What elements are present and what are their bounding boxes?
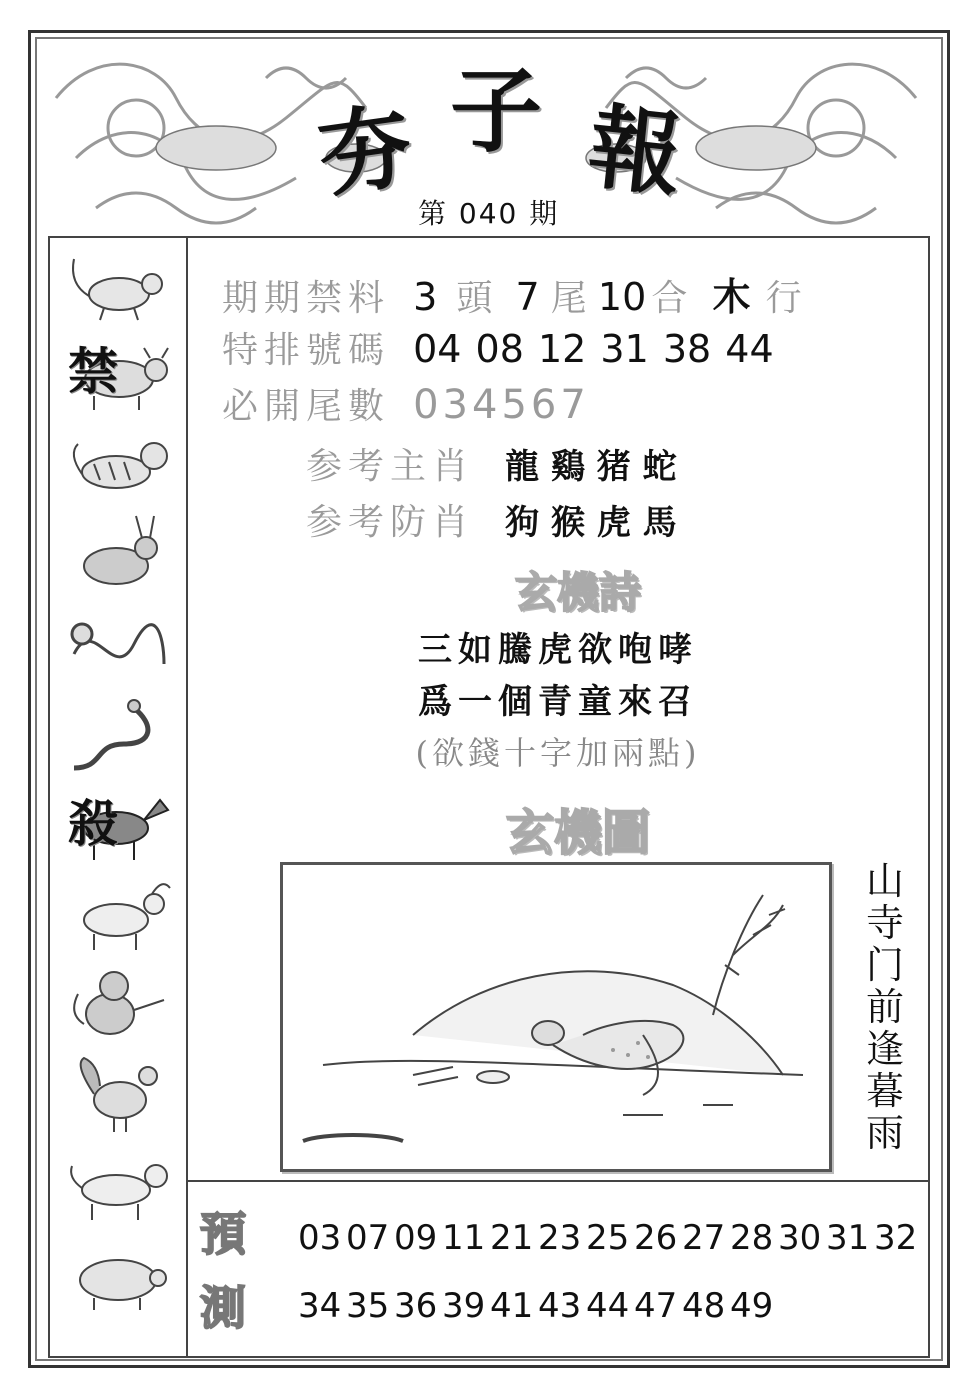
prediction-number: 03 [298, 1218, 342, 1258]
title-char-1: 夯 [311, 91, 419, 211]
forbidden-label: 期期禁料 [222, 278, 391, 319]
side-char: 寺 [865, 901, 904, 945]
prediction-number: 49 [730, 1286, 774, 1326]
tail-digits-label: 必開尾數 [222, 386, 391, 427]
title-char-3: 報 [583, 92, 687, 210]
head-value: 3 [413, 275, 438, 319]
forbidden-row [222, 266, 808, 321]
snake-icon [64, 694, 174, 776]
prediction-number: 36 [394, 1286, 438, 1326]
side-char: 雨 [865, 1111, 904, 1155]
prediction-number: 48 [682, 1286, 726, 1326]
prediction-number: 35 [346, 1286, 390, 1326]
prediction-number: 41 [490, 1286, 534, 1326]
prediction-number: 47 [634, 1286, 678, 1326]
prediction-number: 30 [778, 1218, 822, 1258]
prediction-number: 26 [634, 1218, 678, 1258]
head-unit: 頭 [456, 278, 499, 319]
sleeping-man-illustration [283, 865, 823, 1163]
prediction-row-2 [298, 1286, 778, 1326]
goat-icon [64, 874, 174, 956]
prediction-number: 39 [442, 1286, 486, 1326]
pig-icon [64, 1234, 174, 1316]
zodiac-column [48, 236, 190, 1358]
prediction-number: 32 [874, 1218, 918, 1258]
prediction-number: 27 [682, 1218, 726, 1258]
special-numbers-row [222, 322, 774, 373]
side-char: 门 [865, 943, 904, 987]
defense-zodiac-row [306, 494, 677, 545]
prediction-panel [186, 1180, 930, 1358]
poem-heading: 玄機詩 [514, 568, 641, 617]
side-char: 逢 [865, 1027, 904, 1071]
prediction-number: 11 [442, 1218, 486, 1258]
rat-icon [64, 244, 174, 326]
tail-value: 7 [515, 275, 540, 319]
prediction-number: 07 [346, 1218, 390, 1258]
prediction-label-2: 測 [200, 1281, 246, 1335]
dragon-icon [64, 604, 174, 686]
special-numbers-value: 04 08 12 31 38 44 [413, 327, 774, 371]
side-char: 暮 [865, 1069, 904, 1113]
dog-icon [64, 1144, 174, 1226]
prediction-row-1 [298, 1218, 922, 1258]
title-char-2: 子 [450, 57, 543, 165]
poem-line-2: 爲一個青童來召 [418, 682, 698, 722]
side-char: 山 [865, 859, 904, 903]
prediction-number: 09 [394, 1218, 438, 1258]
page-title [300, 50, 720, 211]
special-numbers-label: 特排號碼 [222, 330, 391, 371]
monkey-icon [64, 964, 174, 1046]
prediction-number: 31 [826, 1218, 870, 1258]
poem-line-1: 三如騰虎欲咆哮 [418, 630, 698, 670]
side-char: 前 [865, 985, 904, 1029]
rabbit-icon [64, 514, 174, 596]
element-unit: 行 [765, 278, 808, 319]
picture-heading: 玄機圖 [505, 805, 650, 861]
prediction-number: 23 [538, 1218, 582, 1258]
picture-side-text [860, 860, 910, 1154]
prediction-label-1: 預 [200, 1207, 246, 1261]
prediction-number: 34 [298, 1286, 342, 1326]
he-value: 10 [597, 275, 647, 319]
main-zodiac-label: 参考主肖 [306, 446, 475, 487]
prediction-number: 43 [538, 1286, 582, 1326]
prediction-number: 25 [586, 1218, 630, 1258]
he-unit: 合 [651, 278, 694, 319]
main-panel [186, 236, 930, 1184]
rooster-icon [64, 1054, 174, 1136]
main-zodiac-row [306, 438, 677, 489]
prediction-number: 28 [730, 1218, 774, 1258]
main-zodiac-value: 龍 鷄 猪 蛇 [505, 447, 677, 487]
forbidden-mark: 禁 [68, 342, 118, 401]
tail-digits-row [222, 378, 590, 429]
defense-zodiac-label: 参考防肖 [306, 502, 475, 543]
poem-hint: (欲錢十字加兩點) [415, 734, 701, 772]
kill-mark: 殺 [68, 794, 118, 853]
prediction-number: 44 [586, 1286, 630, 1326]
defense-zodiac-value: 狗 猴 虎 馬 [505, 503, 677, 543]
riddle-picture [280, 862, 832, 1172]
tiger-icon [64, 424, 174, 506]
issue-number: 第 040 期 [418, 197, 560, 230]
tail-digits-value: 034567 [413, 382, 590, 428]
prediction-number: 21 [490, 1218, 534, 1258]
element-value: 木 [712, 274, 751, 319]
tail-unit: 尾 [550, 278, 593, 319]
